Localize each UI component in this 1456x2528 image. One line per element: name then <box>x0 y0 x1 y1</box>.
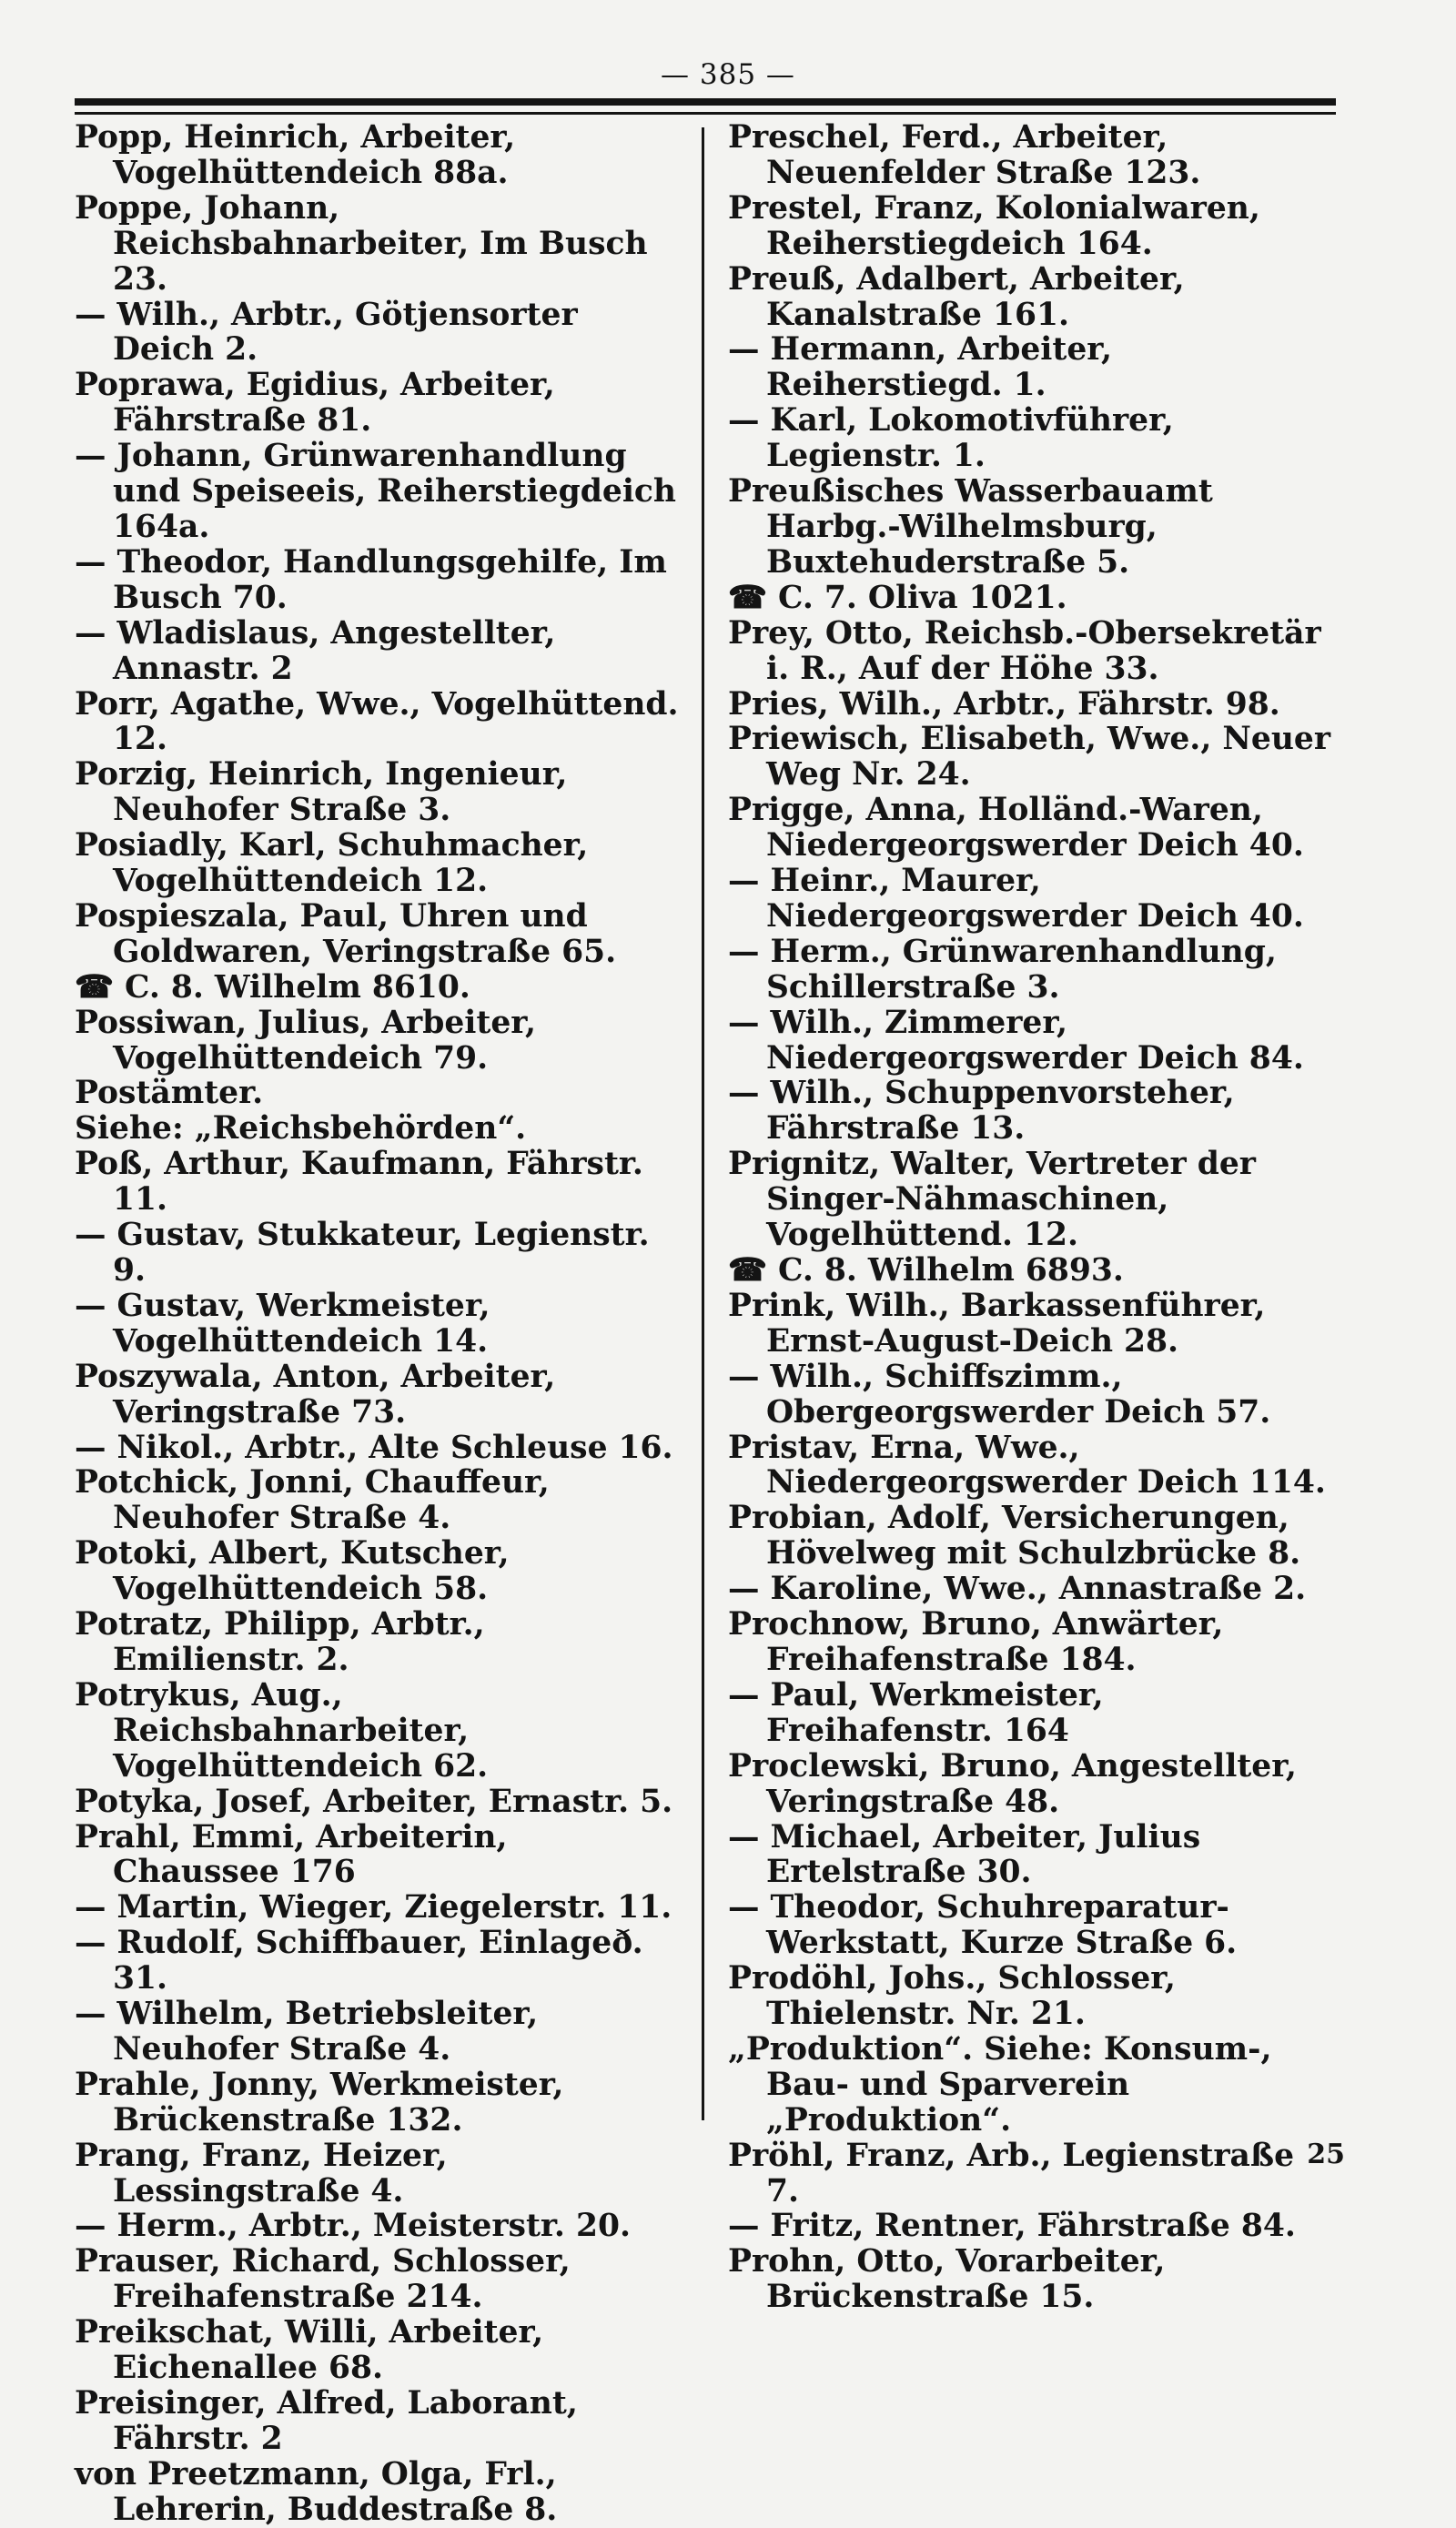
directory-entry: Postämter. <box>75 1075 264 1112</box>
directory-entry: Possiwan, Julius, Arbeiter, Vogelhüttendeich 79. <box>75 1004 536 1077</box>
directory-entry: Preikschat, Willi, Arbeiter, Eichenallee 68. <box>75 2314 544 2387</box>
directory-entry: Prignitz, Walter, Vertreter der Singer-Nähmaschinen, Vogelhüttend. 12. <box>728 1146 1256 1254</box>
directory-entry: Priewisch, Elisabeth, Wwe., Neuer Weg Nr. 24. <box>728 721 1331 794</box>
directory-entry: Prey, Otto, Reichsb.-Obersekretär i. R., Auf der Höhe 33. <box>728 614 1321 687</box>
directory-entry: Prauser, Richard, Schlosser, Freihafenstraße 214. <box>75 2243 571 2316</box>
directory-entry: Porr, Agathe, Wwe., Vogelhüttend. 12. <box>75 685 679 758</box>
header-rule-thin <box>75 112 1336 115</box>
directory-entry: Prahl, Emmi, Arbeiterin, Chaussee 176 <box>75 1818 508 1891</box>
directory-entry: — Paul, Werkmeister, Freihafenstr. 164 <box>728 1676 1104 1749</box>
directory-entry: Pristav, Erna, Wwe., Niedergeorgswerder Deich 114. <box>728 1429 1326 1502</box>
directory-entry: — Karl, Lokomotivführer, Legienstr. 1. <box>728 402 1174 475</box>
directory-entry: ☎ C. 7. Oliva 1021. <box>728 579 1067 616</box>
directory-entry: Porzig, Heinrich, Ingenieur, Neuhofer Straße 3. <box>75 756 568 829</box>
directory-entry: Prochnow, Bruno, Anwärter, Freihafenstraße 184. <box>728 1606 1224 1678</box>
directory-entry: Pries, Wilh., Arbtr., Fährstr. 98. <box>728 685 1280 723</box>
directory-entry: — Wilh., Zimmerer, Niedergeorgswerder Deich 84. <box>728 1004 1304 1077</box>
directory-entry: Preußisches Wasserbauamt Harbg.-Wilhelmsburg, Buxtehuderstraße 5. <box>728 473 1213 581</box>
directory-entry: — Wilh., Schuppenvorsteher, Fährstraße 13. <box>728 1075 1235 1148</box>
directory-entry: — Wilh., Schiffszimm., Obergeorgswerder Deich 57. <box>728 1358 1271 1431</box>
directory-entry: Pröhl, Franz, Arb., Legienstraße 7. <box>728 2137 1295 2209</box>
directory-entry: Poppe, Johann, Reichsbahnarbeiter, Im Busch 23. <box>75 189 648 298</box>
page-number: — 385 — <box>661 58 795 91</box>
directory-entry: — Johann, Grünwarenhandlung und Speiseeis, Reiherstiegdeich 164a. <box>75 438 677 545</box>
directory-entry: — Martin, Wieger, Ziegelerstr. 11. <box>75 1889 672 1926</box>
directory-entry: ☎ C. 8. Wilhelm 6893. <box>728 1252 1124 1289</box>
directory-entry: Popp, Heinrich, Arbeiter, Vogelhüttendeich 88a. <box>75 119 516 191</box>
directory-entry: — Gustav, Stukkateur, Legienstr. 9. <box>75 1217 650 1289</box>
directory-entry: Poß, Arthur, Kaufmann, Fährstr. 11. <box>75 1146 643 1218</box>
directory-entry: — Michael, Arbeiter, Julius Ertelstraße 30. <box>728 1818 1201 1891</box>
directory-entry: Prahle, Jonny, Werkmeister, Brückenstraße 132. <box>75 2066 564 2139</box>
directory-entry: Preschel, Ferd., Arbeiter, Neuenfelder Straße 123. <box>728 119 1201 191</box>
directory-entry: — Wladislaus, Angestellter, Annastr. 2 <box>75 614 556 687</box>
column-divider <box>702 127 704 2120</box>
directory-entry: — Theodor, Handlungsgehilfe, Im Busch 70. <box>75 543 667 616</box>
directory-entry: Pospieszala, Paul, Uhren und Goldwaren, Veringstraße 65. <box>75 897 617 970</box>
directory-entry: Probian, Adolf, Versicherungen, Hövelweg mit Schulzbrücke 8. <box>728 1500 1301 1572</box>
directory-entry: Prohn, Otto, Vorarbeiter, Brückenstraße 15. <box>728 2243 1166 2316</box>
directory-entry: Potyka, Josef, Arbeiter, Ernastr. 5. <box>75 1783 673 1820</box>
directory-entry: — Karoline, Wwe., Annastraße 2. <box>728 1571 1307 1608</box>
directory-entry: Potratz, Philipp, Arbtr., Emilienstr. 2. <box>75 1606 485 1678</box>
directory-entry: — Wilhelm, Betriebsleiter, Neuhofer Straße 4. <box>75 1996 539 2068</box>
directory-entry: Potchick, Jonni, Chauffeur, Neuhofer Straße 4. <box>75 1464 550 1537</box>
directory-entry: Poprawa, Egidius, Arbeiter, Fährstraße 81. <box>75 367 555 440</box>
directory-entry: — Gustav, Werkmeister, Vogelhüttendeich 14. <box>75 1287 490 1360</box>
directory-entry: Prestel, Franz, Kolonialwaren, Reiherstiegdeich 164. <box>728 189 1260 262</box>
directory-entry: Preisinger, Alfred, Laborant, Fährstr. 2 <box>75 2385 578 2457</box>
directory-entry: — Fritz, Rentner, Fährstraße 84. <box>728 2208 1296 2245</box>
directory-entry: Prink, Wilh., Barkassenführer, Ernst-August-Deich 28. <box>728 1287 1266 1360</box>
directory-entry: Poszywala, Anton, Arbeiter, Veringstraße 73. <box>75 1358 556 1431</box>
directory-entry: — Wilh., Arbtr., Götjensorter Deich 2. <box>75 296 578 369</box>
directory-entry: — Theodor, Schuhreparatur-Werkstatt, Kurze Straße 6. <box>728 1889 1238 1962</box>
directory-entry: — Herm., Arbtr., Meisterstr. 20. <box>75 2208 631 2245</box>
directory-entry: Prigge, Anna, Holländ.-Waren, Niedergeorgswerder Deich 40. <box>728 792 1304 865</box>
directory-entry: Preuß, Adalbert, Arbeiter, Kanalstraße 161. <box>728 260 1185 333</box>
directory-entry: — Nikol., Arbtr., Alte Schleuse 16. <box>75 1429 673 1466</box>
directory-entry: Siehe: „Reichsbehörden“. <box>75 1110 527 1148</box>
header-rule-thick <box>75 98 1336 106</box>
directory-entry: — Hermann, Arbeiter, Reiherstiegd. 1. <box>728 331 1112 404</box>
directory-entry: Posiadly, Karl, Schuhmacher, Vogelhüttendeich 12. <box>75 827 589 900</box>
directory-entry: — Herm., Grünwarenhandlung, Schillerstraße 3. <box>728 933 1277 1006</box>
directory-entry: Prodöhl, Johs., Schlosser, Thielenstr. Nr. 21. <box>728 1960 1176 2033</box>
directory-entry: ☎ C. 8. Wilhelm 8610. <box>75 968 470 1006</box>
directory-entry: — Rudolf, Schiffbauer, Einlageð. 31. <box>75 1925 643 1997</box>
directory-entry: Prang, Franz, Heizer, Lessingstraße 4. <box>75 2137 448 2209</box>
footer-page-number: 25 <box>1307 2139 1345 2170</box>
directory-entry: von Preetzmann, Olga, Frl., Lehrerin, Buddestraße 8. <box>75 2455 558 2528</box>
left-column <box>75 120 682 2528</box>
directory-entry: Potrykus, Aug., Reichsbahnarbeiter, Vogelhüttendeich 62. <box>75 1676 489 1785</box>
directory-entry: „Produktion“. Siehe: Konsum-, Bau- und Sparverein „Produktion“. <box>728 2030 1272 2139</box>
directory-entry: — Heinr., Maurer, Niedergeorgswerder Deich 40. <box>728 863 1304 935</box>
directory-entry: Proclewski, Bruno, Angestellter, Veringstraße 48. <box>728 1747 1297 1820</box>
directory-entry: Potoki, Albert, Kutscher, Vogelhüttendeich 58. <box>75 1535 510 1608</box>
right-column <box>728 120 1338 2315</box>
